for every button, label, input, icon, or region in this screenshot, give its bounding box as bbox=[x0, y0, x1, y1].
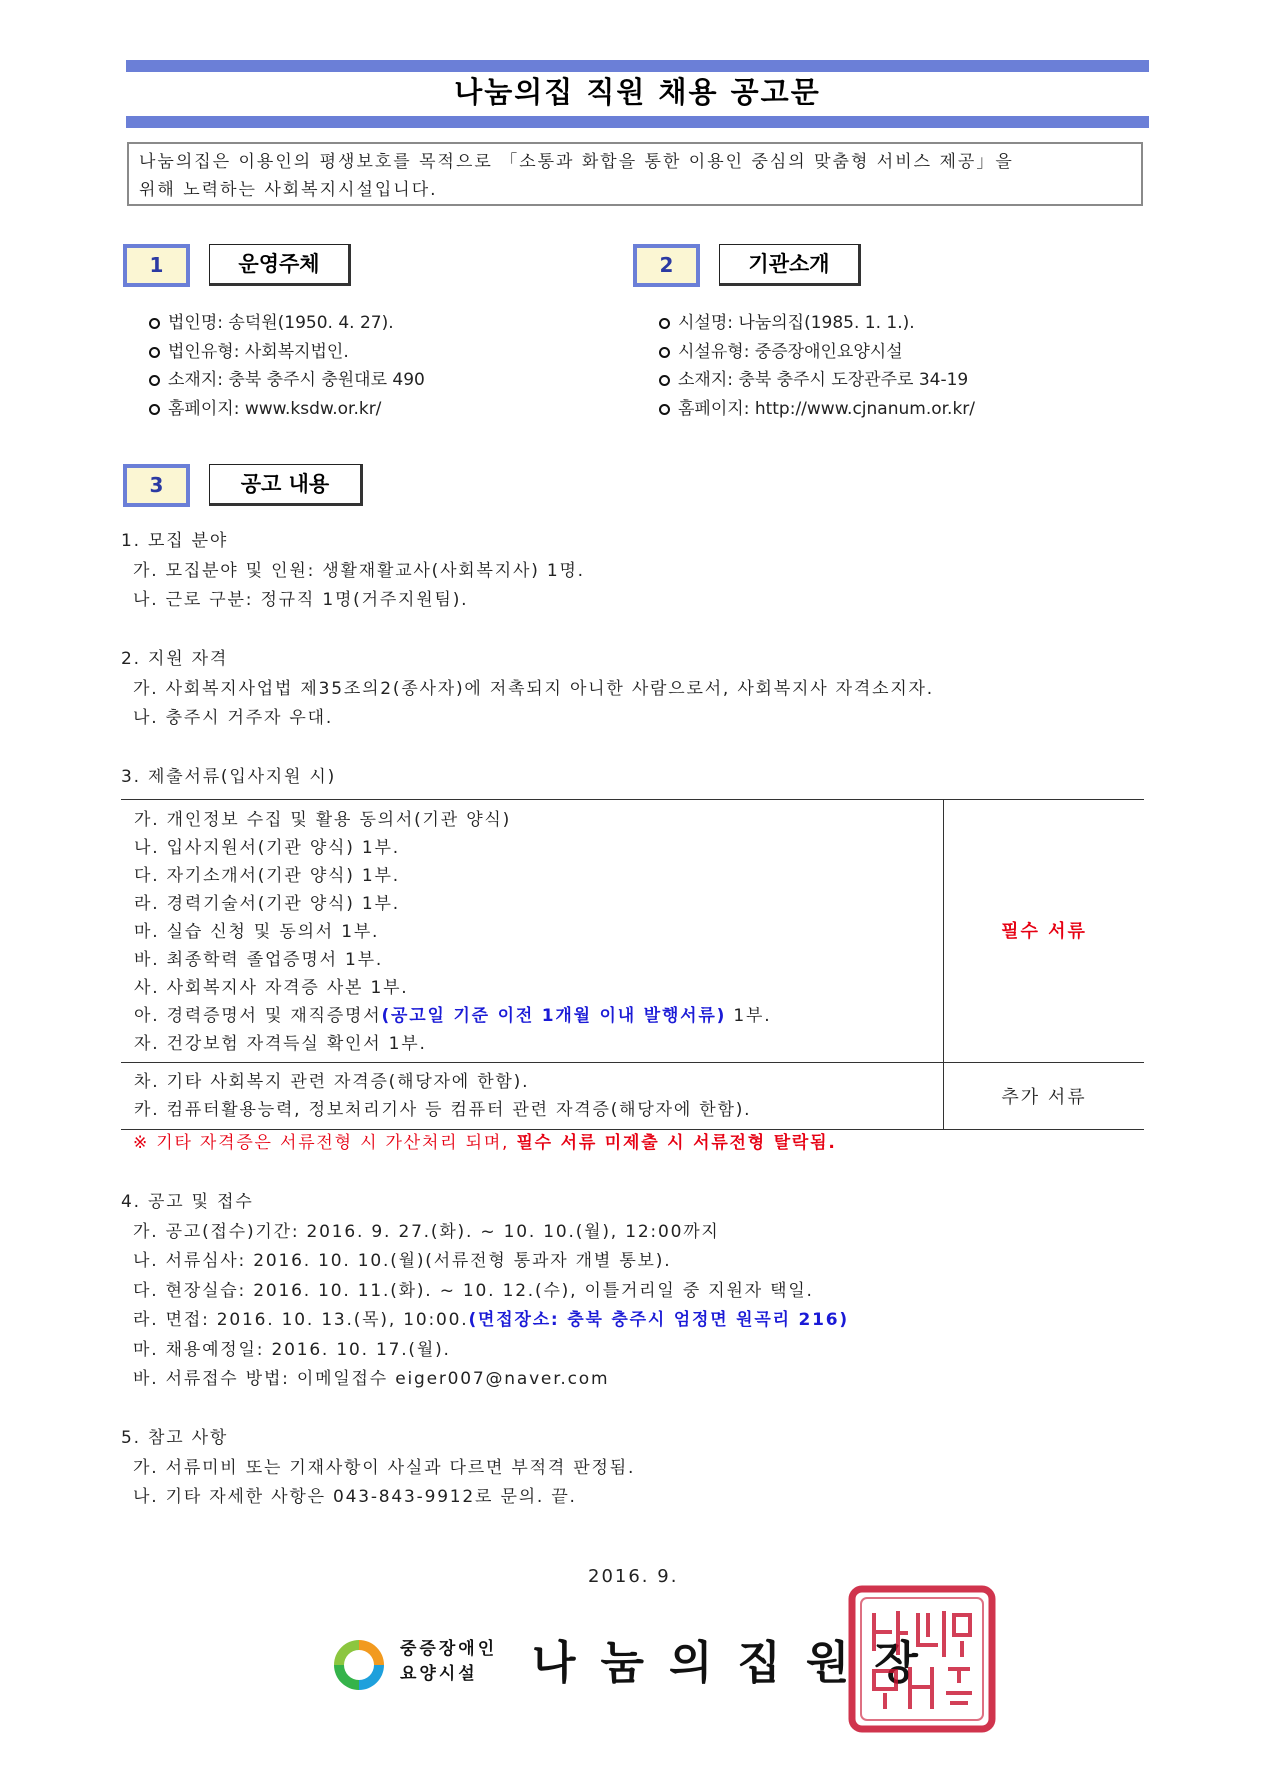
section-2-title: 기관소개 bbox=[719, 244, 861, 286]
schedule-heading: 4. 공고 및 접수 bbox=[121, 1192, 254, 1212]
documents-table bbox=[121, 799, 1144, 1130]
facility-logo-icon bbox=[330, 1636, 388, 1694]
doc-item: 아. 경력증명서 및 재직증명서(공고일 기준 이전 1개월 이내 발행서류) 1부. bbox=[134, 1006, 772, 1026]
qualification-heading: 2. 지원 자격 bbox=[121, 649, 229, 669]
official-seal-icon bbox=[848, 1585, 996, 1733]
schedule-line: 마. 채용예정일: 2016. 10. 17.(월). bbox=[133, 1339, 451, 1360]
extra-docs-tag: 추가 서류 bbox=[1001, 1087, 1087, 1108]
intro-line-2: 위해 노력하는 사회복지시설입니다. bbox=[139, 180, 438, 200]
required-docs-list bbox=[134, 806, 771, 1058]
notes-heading: 5. 참고 사항 bbox=[121, 1428, 229, 1448]
bullet-icon bbox=[659, 375, 670, 386]
extra-docs-row bbox=[121, 1063, 1144, 1129]
section-1-info-list bbox=[149, 309, 425, 423]
schedule-line: 라. 면접: 2016. 10. 13.(목), 10:00.(면접장소: 충북 충주시 엄정면 원곡리 216) bbox=[133, 1310, 849, 1330]
schedule-line: 바. 서류접수 방법: 이메일접수 eiger007@naver.com bbox=[133, 1369, 610, 1389]
doc-item: 나. 입사지원서(기관 양식) 1부. bbox=[134, 838, 400, 858]
recruit-line: 가. 모집분야 및 인원: 생활재활교사(사회복지사) 1명. bbox=[133, 560, 585, 581]
recruit-heading: 1. 모집 분야 bbox=[121, 531, 229, 551]
list-item: 홈페이지: www.ksdw.or.kr/ bbox=[149, 395, 425, 424]
notes-block bbox=[121, 1424, 635, 1513]
bullet-icon bbox=[149, 318, 160, 329]
intro-box bbox=[127, 142, 1143, 206]
recruit-block bbox=[121, 527, 585, 616]
schedule-block bbox=[121, 1188, 849, 1395]
schedule-line: 다. 현장실습: 2016. 10. 11.(화). ~ 10. 12.(수), 이틀거리일 중 지원자 택일. bbox=[133, 1280, 814, 1301]
logo-line-2: 요양시설 bbox=[400, 1664, 478, 1684]
list-item: 시설유형: 중증장애인요양시설 bbox=[659, 338, 975, 367]
schedule-line: 나. 서류심사: 2016. 10. 10.(월)(서류전형 통과자 개별 통보). bbox=[133, 1251, 672, 1271]
section-1-title: 운영주체 bbox=[209, 244, 351, 286]
bullet-icon bbox=[149, 375, 160, 386]
extra-docs-list bbox=[134, 1068, 751, 1124]
bullet-icon bbox=[659, 404, 670, 415]
list-item: 소재지: 충북 충주시 도장관주로 34-19 bbox=[659, 366, 975, 395]
doc-item: 카. 컴퓨터활용능력, 정보처리기사 등 컴퓨터 관련 자격증(해당자에 한함). bbox=[134, 1100, 752, 1120]
doc-item: 바. 최종학력 졸업증명서 1부. bbox=[134, 950, 384, 970]
recruit-line: 나. 근로 구분: 정규직 1명(거주지원팀). bbox=[133, 590, 469, 610]
bullet-icon bbox=[149, 347, 160, 358]
signatory-name: 나눔의집원장 bbox=[532, 1636, 943, 1689]
bullet-icon bbox=[149, 404, 160, 415]
documents-heading: 3. 제출서류(입사지원 시) bbox=[121, 767, 337, 787]
bullet-icon bbox=[659, 318, 670, 329]
section-3-title: 공고 내용 bbox=[209, 464, 363, 506]
announcement-date: 2016. 9. bbox=[588, 1566, 679, 1587]
doc-item: 사. 사회복지사 자격증 사본 1부. bbox=[134, 978, 409, 998]
list-item: 시설명: 나눔의집(1985. 1. 1.). bbox=[659, 309, 975, 338]
section-2-number: 2 bbox=[633, 244, 700, 287]
interview-place: (면접장소: 충북 충주시 엄정면 원곡리 216) bbox=[468, 1310, 849, 1330]
doc-item: 마. 실습 신청 및 동의서 1부. bbox=[134, 922, 380, 942]
schedule-line: 가. 공고(접수)기간: 2016. 9. 27.(화). ~ 10. 10.(월), 12:00까지 bbox=[133, 1221, 720, 1242]
list-item: 법인명: 송덕원(1950. 4. 27). bbox=[149, 309, 425, 338]
section-2-info-list bbox=[659, 309, 975, 423]
qualification-line: 가. 사회복지사업법 제35조의2(종사자)에 저촉되지 아니한 사람으로서, 사회복지사 자격소지자. bbox=[133, 678, 934, 699]
page-title: 나눔의집 직원 채용 공고문 bbox=[454, 75, 821, 109]
logo-line-1: 중증장애인 bbox=[400, 1639, 498, 1659]
doc-item: 차. 기타 사회복지 관련 자격증(해당자에 한함). bbox=[134, 1072, 530, 1092]
bullet-icon bbox=[659, 347, 670, 358]
doc-item: 다. 자기소개서(기관 양식) 1부. bbox=[134, 866, 400, 886]
qualification-line: 나. 충주시 거주자 우대. bbox=[133, 708, 334, 728]
documents-note: ※ 기타 자격증은 서류전형 시 가산처리 되며, 필수 서류 미제출 시 서류전형 탈락됨. bbox=[133, 1133, 837, 1153]
facility-logo-text bbox=[400, 1637, 497, 1687]
doc-item: 라. 경력기술서(기관 양식) 1부. bbox=[134, 894, 400, 914]
required-docs-row bbox=[121, 800, 1144, 1063]
notes-line: 가. 서류미비 또는 기재사항이 사실과 다르면 부적격 판정됨. bbox=[133, 1457, 636, 1478]
doc-item: 가. 개인정보 수집 및 활용 동의서(기관 양식) bbox=[134, 810, 512, 830]
doc-highlight: (공고일 기준 이전 1개월 이내 발행서류) bbox=[381, 1006, 727, 1026]
required-docs-tag: 필수 서류 bbox=[1001, 921, 1087, 942]
section-1-number: 1 bbox=[123, 244, 190, 287]
intro-line-1: 나눔의집은 이용인의 평생보호를 목적으로 「소통과 화합을 통한 이용인 중심의 맞춤형 서비스 제공」을 bbox=[139, 152, 1014, 172]
section-3-number: 3 bbox=[123, 464, 190, 507]
notes-line: 나. 기타 자세한 사항은 043-843-9912로 문의. 끝. bbox=[133, 1487, 577, 1507]
list-item: 홈페이지: http://www.cjnanum.or.kr/ bbox=[659, 395, 975, 424]
doc-item: 자. 건강보험 자격득실 확인서 1부. bbox=[134, 1034, 427, 1054]
list-item: 소재지: 충북 충주시 충원대로 490 bbox=[149, 366, 425, 395]
qualification-block bbox=[121, 645, 934, 734]
list-item: 법인유형: 사회복지법인. bbox=[149, 338, 425, 367]
bottom-accent-bar bbox=[126, 116, 1149, 128]
